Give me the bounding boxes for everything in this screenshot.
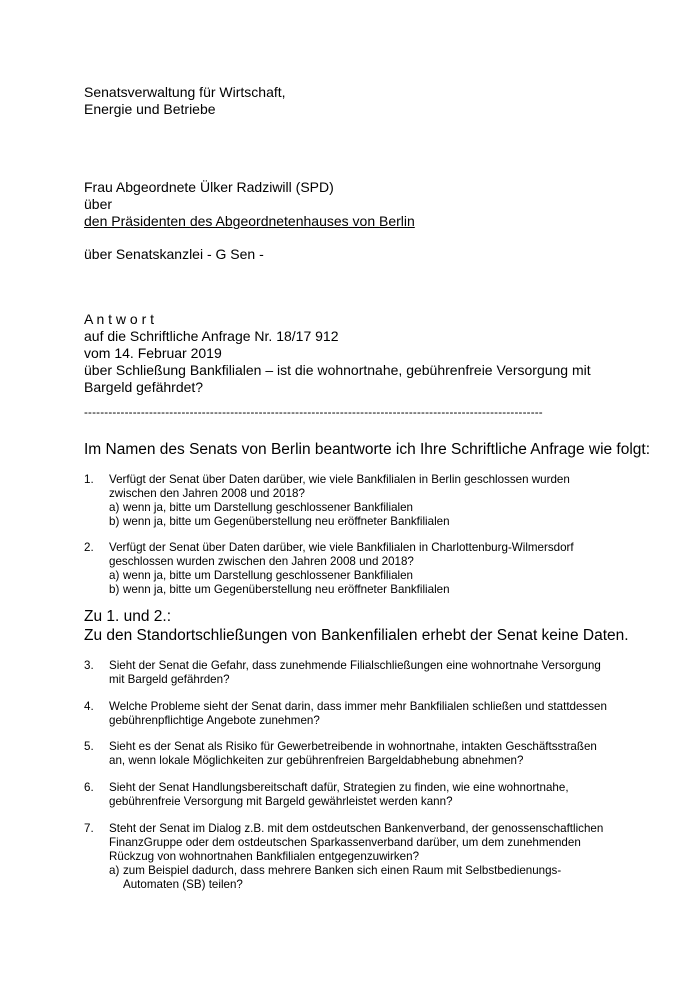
question-number: 3. [84,659,94,672]
answer-text: Zu den Standortschließungen von Bankenfilialen erhebt der Senat keine Daten. [84,627,629,644]
sub-question-text: wenn ja, bitte um Darstellung geschlossener Bankfilialen [123,569,414,582]
sub-question-label: a) [109,569,120,582]
sender-line-1: Senatsverwaltung für Wirtschaft, [84,84,286,100]
question-text-line: Steht der Senat im Dialog z.B. mit dem ostdeutschen Bankenverband, der genossenschaftlichen [109,822,604,835]
sub-question-label: a) [109,501,120,514]
question-text-line: gebührenfreie Versorgung mit Bargeld gewährleistet werden kann? [109,795,453,808]
question-text-line: zwischen den Jahren 2008 und 2018? [109,487,305,500]
answer-subject-line-2: Bargeld gefährdet? [84,379,204,395]
sender-block [84,84,286,118]
sender-line-2: Energie und Betriebe [84,101,216,117]
question-text-line: Welche Probleme sieht der Senat darin, dass immer mehr Bankfilialen schließen und stattdessen [109,700,607,713]
question-text-line: Rückzug von wohnortnahen Bankfilialen entgegenzuwirken? [109,850,420,863]
sub-question-label: b) [109,515,120,528]
recipient-via: über [84,196,113,212]
answer-reference: auf die Schriftliche Anfrage Nr. 18/17 912 [84,328,339,344]
question-text-line: Verfügt der Senat über Daten darüber, wie viele Bankfilialen in Charlottenburg-Wilmersdorf [109,541,574,554]
answer-date: vom 14. Februar 2019 [84,345,222,361]
question-text-line: an, wenn lokale Möglichkeiten zur gebührenfreien Bargeldabhebung abnehmen? [109,754,524,767]
question-text-line: Verfügt der Senat über Daten darüber, wie viele Bankfilialen in Berlin geschlossen wurden [109,473,570,486]
question-text-line: Sieht der Senat die Gefahr, dass zunehmende Filialschließungen eine wohnortnahe Versorgung [109,659,601,672]
question-number: 4. [84,700,94,713]
recipient-block [84,179,415,230]
question-text-line: Sieht der Senat Handlungsbereitschaft dafür, Strategien zu finden, wie eine wohnortnahe, [109,781,569,794]
recipient-name: Frau Abgeordnete Ülker Radziwill (SPD) [84,179,334,195]
sub-question-text: wenn ja, bitte um Gegenüberstellung neu eröffneter Bankfilialen [123,515,450,528]
question-number: 1. [84,473,94,486]
question-text-line: geschlossen wurden zwischen den Jahren 2008 und 2018? [109,555,414,568]
sub-question-text: wenn ja, bitte um Darstellung geschlossener Bankfilialen [123,501,414,514]
sub-question-label: b) [109,583,120,596]
answer-subject-line-1: über Schließung Bankfilialen – ist die wohnortnahe, gebührenfreie Versorgung mit [84,362,591,378]
question-text-line: gebührenpflichtige Angebote zunehmen? [109,714,320,727]
sub-question-text: wenn ja, bitte um Gegenüberstellung neu eröffneter Bankfilialen [123,583,450,596]
intro-sentence: Im Namen des Senats von Berlin beantworte ich Ihre Schriftliche Anfrage wie folgt: [84,441,651,458]
answer-title: A n t w o r t [84,311,155,327]
sub-question-text: zum Beispiel dadurch, dass mehrere Banken sich einen Raum mit Selbstbedienungs- [123,864,562,877]
question-text-line: Sieht es der Senat als Risiko für Gewerbetreibende in wohnortnahe, intakten Geschäftsstraßen [109,740,597,753]
sub-question-label: a) [109,864,120,877]
answer-heading: Zu 1. und 2.: [84,608,172,625]
question-text-line: mit Bargeld gefährden? [109,673,230,686]
question-number: 5. [84,740,94,753]
divider-line: ----------------------------------------------------------------------------------------------------------------- [84,406,543,419]
question-text-line: FinanzGruppe oder dem ostdeutschen Sparkassenverband darüber, um dem zunehmenden [109,836,581,849]
question-number: 2. [84,541,94,554]
recipient-chancellery: über Senatskanzlei - G Sen - [84,246,264,262]
question-number: 6. [84,781,94,794]
sub-question-text-continued: Automaten (SB) teilen? [123,878,243,891]
recipient-president: den Präsidenten des Abgeordnetenhauses von Berlin [84,213,415,229]
answer-1-2 [84,607,629,645]
answer-header [84,311,591,396]
question-number: 7. [84,822,94,835]
